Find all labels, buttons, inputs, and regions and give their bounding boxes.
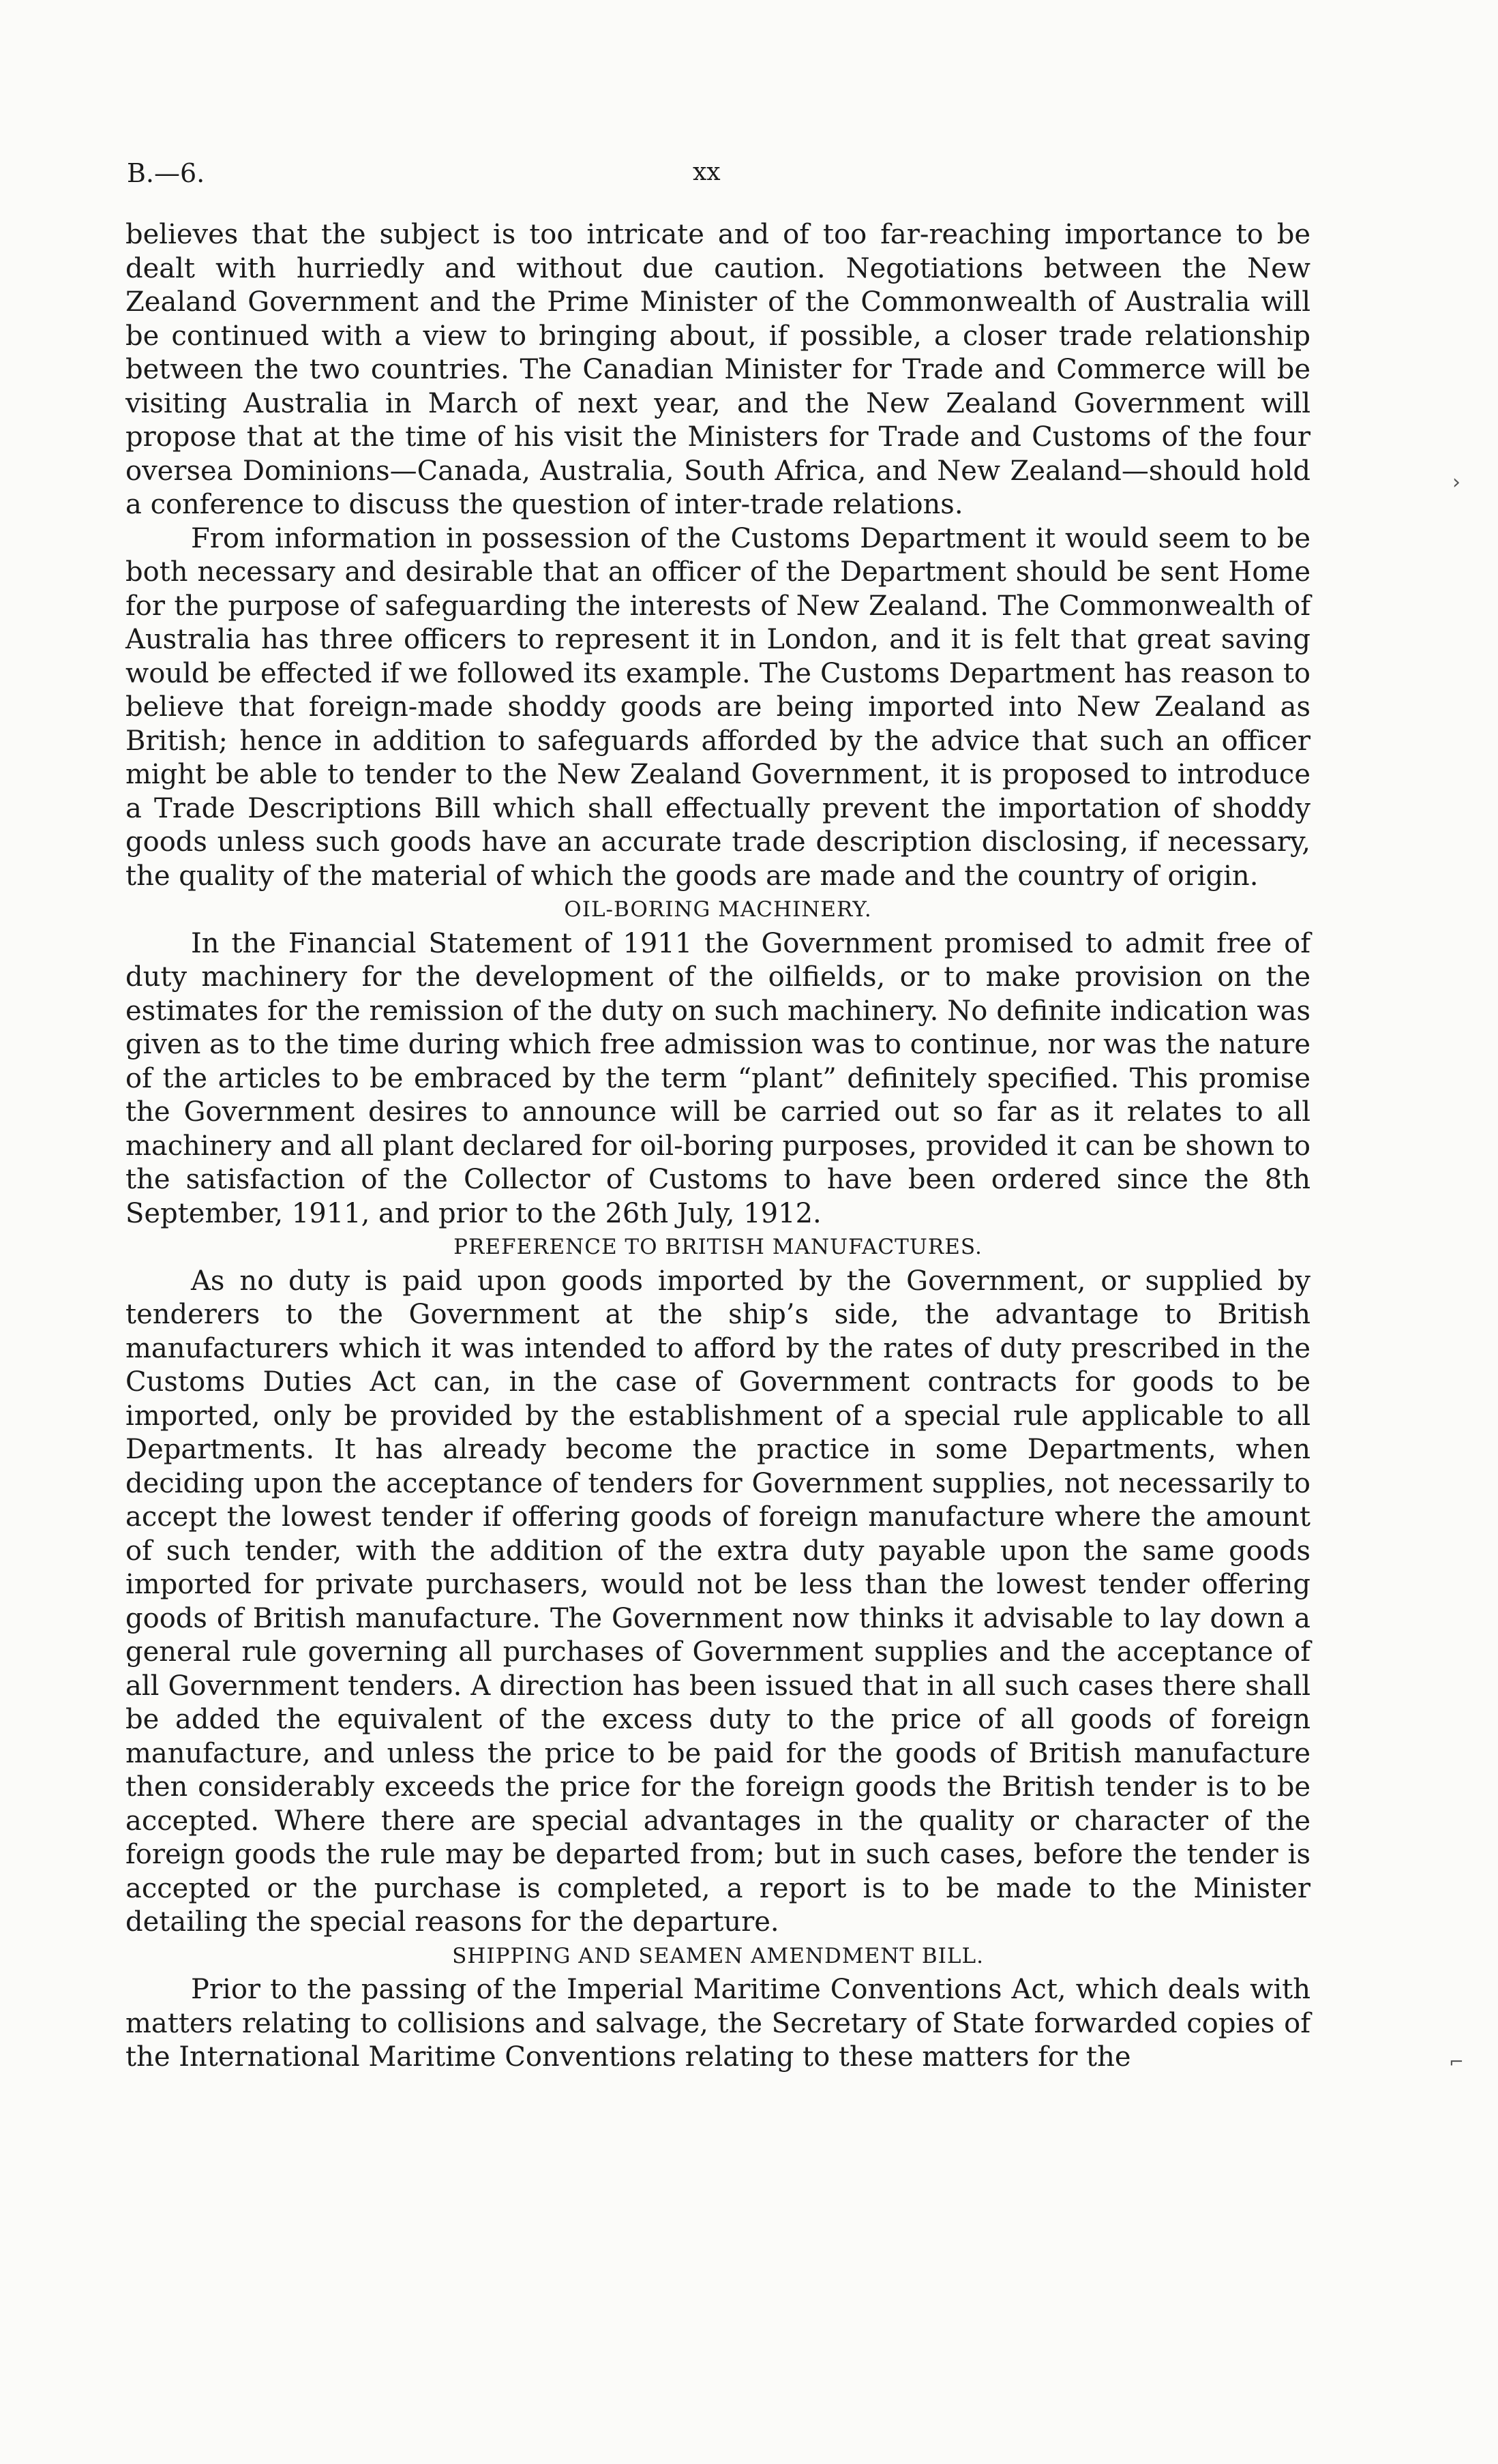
paragraph-preference: As no duty is paid upon goods imported by the Government, or supplied by tenderers to the Government at the ship’s side, the advantage to British manufacturers which it was intended to afford by the rates of duty prescribed in the Customs Duties Act can, in the case of Government contracts for goods to be imported, only be provided by the establishment of a special rule applicable to all Departments. It has already become the practice in some Departments, when deciding upon the acceptance of tenders for Government supplies, not necessarily to accept the lowest tender if offering goods of foreign manufacture where the amount of such tender, with the addition of the extra duty payable upon the same goods imported for private purchasers, would not be less than the lowest tender offering goods of British manufacture. The Government now thinks it advisable to lay down a general rule governing all purchases of Government supplies and the acceptance of all Government tenders. A direction has been issued that in all such cases there shall be added the equivalent of the excess duty to the price of all goods of foreign manufacture, and unless the price to be paid for the goods of British manufacture then considerably exceeds the price for the foreign goods the British tender is to be accepted. Where there are special advantages in the quality or character of the foreign goods the rule may be departed from; but in such cases, before the tender is accepted or the purchase is completed, a report is to be made to the Minister detailing the special reasons for the departure. (125, 1265, 1310, 1938)
paragraph-shipping: Prior to the passing of the Imperial Maritime Conventions Act, which deals with matters relating to collisions and salvage, the Secretary of State forwarded copies of the International Maritime Conventions relating to these matters for the (125, 1974, 1310, 2073)
paragraph-oil-boring: In the Financial Statement of 1911 the Government promised to admit free of duty machinery for the development of the oilfields, or to make provision on the estimates for the remission of the duty on such machinery. No definite indication was given as to the time during which free admission was to continue, nor was the nature of the articles to be embraced by the term “plant” definitely specified. This promise the Government desires to announce will be carried out so far as it relates to all machinery and all plant declared for oil-boring purposes, provided it can be shown to the satisfaction of the Collector of Customs to have been ordered since the 8th September, 1911, and prior to the 26th July, 1912. (125, 927, 1310, 1229)
page-number: xx (693, 158, 721, 186)
scan-mark: ⌐ (1449, 2052, 1464, 2073)
heading-preference-british-manufactures: PREFERENCE TO BRITISH MANUFACTURES. (453, 1235, 983, 1259)
page-body (125, 218, 1310, 2075)
paragraph-trade-relations: believes that the subject is too intricate and of too far-reaching importance to be dealt with hurriedly and without due caution. Negotiations between the New Zealand Government and the Prime Minister of the Commonwealth of Australia will be continued with a view to bringing about, if possible, a closer trade relationship between the two countries. The Canadian Minister for Trade and Commerce will be visiting Australia in March of next year, and the New Zealand Government will propose that at the time of his visit the Ministers for Trade and Customs of the four oversea Dominions—Canada, Australia, South Africa, and New Zealand—should hold a conference to discuss the question of inter-trade relations. (125, 219, 1310, 520)
page-header (127, 158, 1313, 199)
heading-shipping-seamen-bill: SHIPPING AND SEAMEN AMENDMENT BILL. (452, 1943, 984, 1968)
scan-mark: › (1452, 470, 1460, 494)
heading-oil-boring-machinery: OIL-BORING MACHINERY. (564, 897, 872, 922)
paragraph-customs-officer: From information in possession of the Customs Department it would seem to be both necessary and desirable that an officer of the Department should be sent Home for the purpose of safeguarding the interests of New Zealand. The Commonwealth of Australia has three officers to represent it in London, and it is felt that great saving would be effected if we followed its example. The Customs Department has reason to believe that foreign-made shoddy goods are being imported into New Zealand as British; hence in addition to safeguards afforded by the advice that such an officer might be able to tender to the New Zealand Government, it is proposed to introduce a Trade Descriptions Bill which shall effectually prevent the importation of shoddy goods unless such goods have an accurate trade description disclosing, if necessary, the quality of the material of which the goods are made and the country of origin. (125, 522, 1310, 892)
document-reference: B.—6. (127, 158, 205, 188)
